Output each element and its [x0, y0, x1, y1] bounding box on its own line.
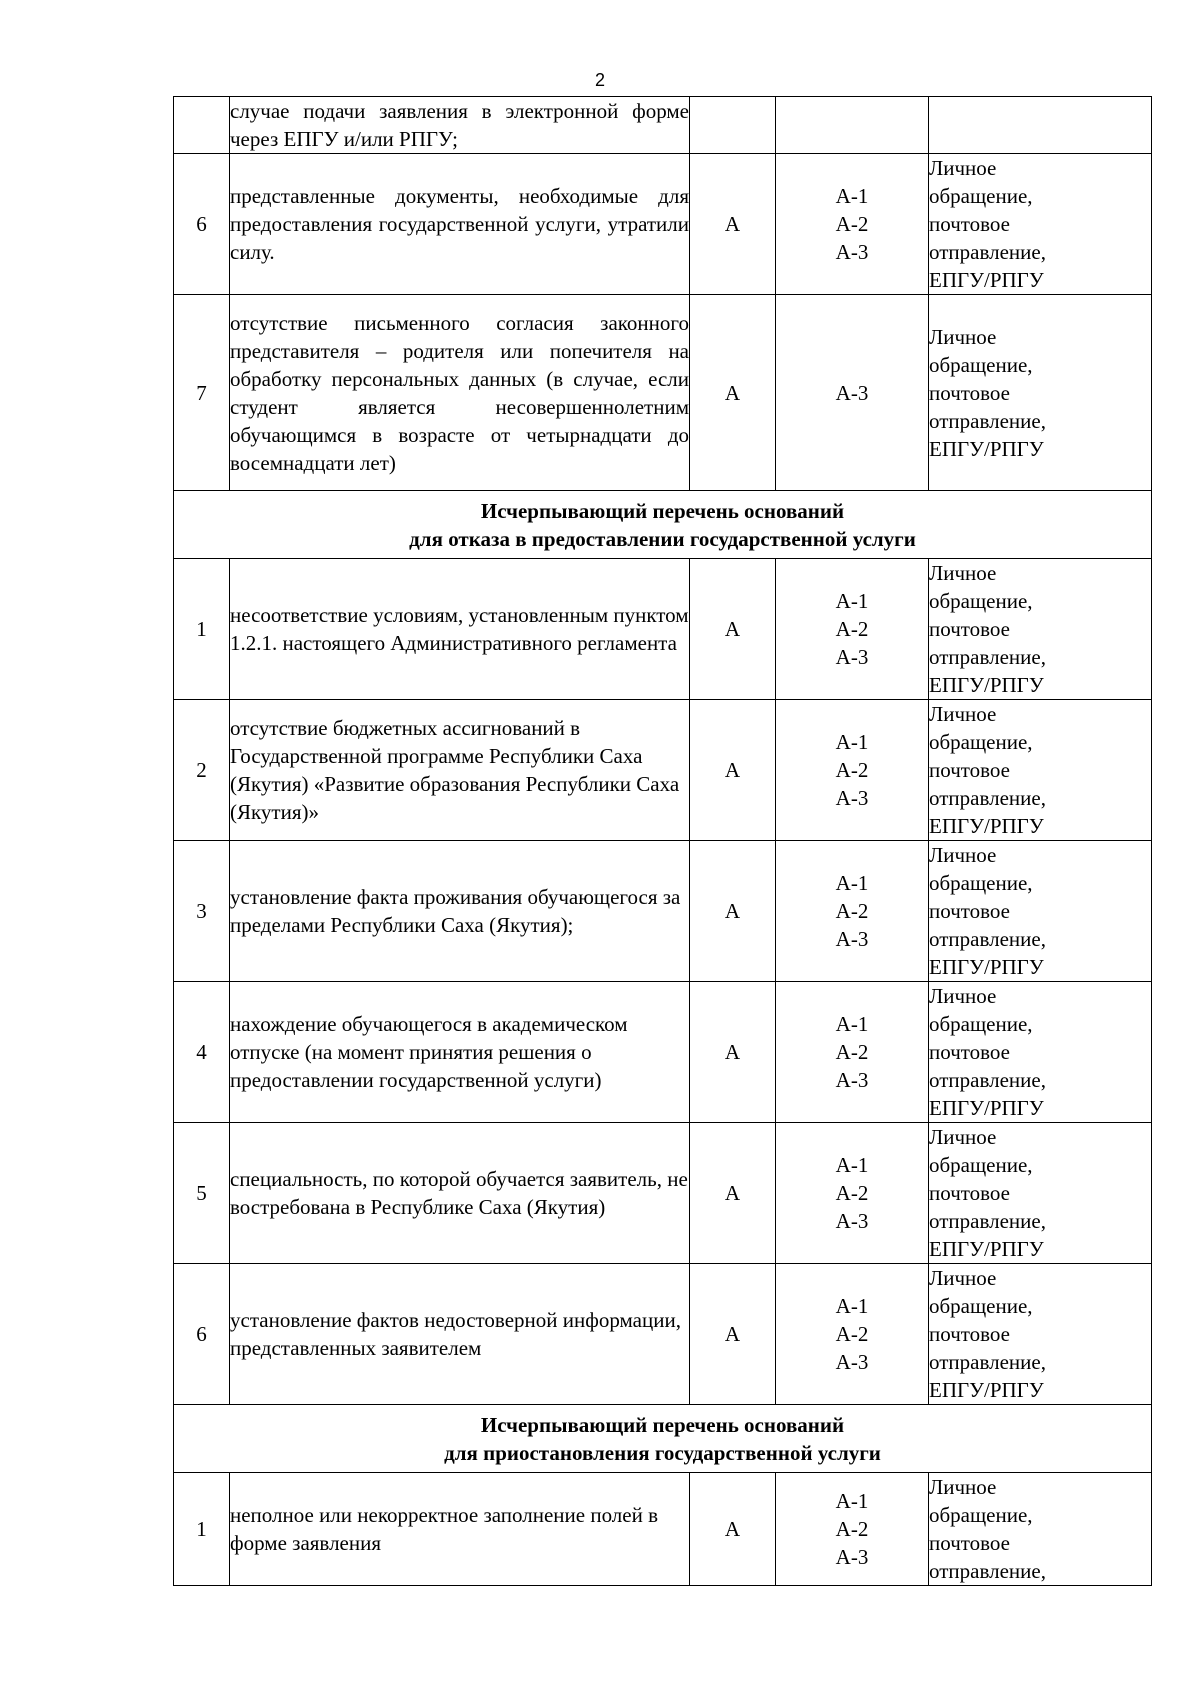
ground-codes [776, 154, 929, 295]
ground-text: отсутствие письменного согласия законного представителя – родителя или попечителя на обработку персональных данных (в случае, если студент является несовершеннолетним обучающимся в возрасте от четырнадцати до восемнадцати лет) [230, 295, 690, 491]
submission-channel [929, 559, 1152, 700]
submission-channel [929, 97, 1152, 154]
channel-line: Личное [929, 1475, 997, 1499]
code-item: А-1 [835, 184, 869, 208]
submission-channel [929, 700, 1152, 841]
channel-line: Личное [929, 156, 997, 180]
code-item: А-3 [835, 645, 869, 669]
channel-line: ЕПГУ/РПГУ [929, 1237, 1044, 1261]
ground-codes [776, 1123, 929, 1264]
ground-type: А [690, 982, 776, 1123]
channel-line: Личное [929, 984, 997, 1008]
ground-type: А [690, 559, 776, 700]
submission-channel [929, 1123, 1152, 1264]
ground-type: А [690, 841, 776, 982]
table-row [174, 1264, 1152, 1405]
channel-line: обращение, [929, 352, 1033, 377]
ground-codes [776, 559, 929, 700]
code-item: А-3 [835, 786, 869, 810]
channel-line: Личное [929, 843, 997, 867]
ground-codes [776, 982, 929, 1123]
code-item: А-2 [835, 1322, 869, 1346]
ground-codes [776, 841, 929, 982]
row-number: 6 [174, 154, 230, 295]
channel-line: отправление, [929, 1350, 1046, 1374]
ground-text: нахождение обучающегося в академическом отпуске (на момент принятия решения о предоставлении государственной услуги) [230, 982, 690, 1123]
section-heading-row [174, 491, 1152, 559]
channel-line: Личное [929, 324, 997, 349]
channel-line: ЕПГУ/РПГУ [929, 955, 1044, 979]
section-heading-line: для приостановления государственной услуги [444, 1440, 881, 1465]
code-item: А-3 [835, 1068, 869, 1092]
row-number: 1 [174, 1473, 230, 1586]
code-item: А-2 [835, 1040, 869, 1064]
ground-type: А [690, 1264, 776, 1405]
ground-text: установление фактов недостоверной информации, представленных заявителем [230, 1264, 690, 1405]
code-item: А-1 [835, 1489, 869, 1513]
row-number: 5 [174, 1123, 230, 1264]
ground-type: А [690, 154, 776, 295]
channel-line: отправление, [929, 927, 1046, 951]
channel-line: отправление, [929, 408, 1046, 433]
row-number: 3 [174, 841, 230, 982]
channel-line: Личное [929, 1266, 997, 1290]
code-item: А-3 [835, 240, 869, 264]
channel-line: обращение, [929, 1153, 1033, 1177]
code-item: А-3 [835, 927, 869, 951]
channel-line: почтовое [929, 899, 1011, 923]
channel-line: обращение, [929, 871, 1033, 895]
ground-type: А [690, 700, 776, 841]
code-item: А-3 [835, 1545, 869, 1569]
ground-text: случае подачи заявления в электронной форме через ЕПГУ и/или РПГУ; [230, 97, 690, 154]
channel-line: отправление, [929, 645, 1046, 669]
channel-line: почтовое [929, 1181, 1011, 1205]
channel-line: почтовое [929, 212, 1011, 236]
code-item: А-3 [835, 1209, 869, 1233]
channel-line: Личное [929, 702, 997, 726]
channel-line: ЕПГУ/РПГУ [929, 673, 1044, 697]
ground-codes [776, 295, 929, 491]
channel-line: отправление, [929, 1559, 1046, 1583]
channel-line: почтовое [929, 617, 1011, 641]
table-row [174, 1123, 1152, 1264]
channel-line: отправление, [929, 1068, 1046, 1092]
table-row [174, 982, 1152, 1123]
ground-codes [776, 1264, 929, 1405]
channel-line: Личное [929, 561, 997, 585]
channel-line: почтовое [929, 1322, 1011, 1346]
channel-line: отправление, [929, 786, 1046, 810]
channel-line: ЕПГУ/РПГУ [929, 436, 1044, 461]
ground-type: А [690, 1123, 776, 1264]
section-heading-suspension [174, 1405, 1152, 1473]
channel-line: обращение, [929, 1503, 1033, 1527]
code-item: А-1 [835, 589, 869, 613]
code-item: А-3 [835, 380, 869, 405]
channel-line: почтовое [929, 380, 1011, 405]
submission-channel [929, 1264, 1152, 1405]
channel-line: ЕПГУ/РПГУ [929, 1096, 1044, 1120]
ground-text: неполное или некорректное заполнение полей в форме заявления [230, 1473, 690, 1586]
ground-text: несоответствие условиям, установленным пунктом 1.2.1. настоящего Административного регламента [230, 559, 690, 700]
code-item: А-2 [835, 1517, 869, 1541]
table-row [174, 97, 1152, 154]
submission-channel [929, 982, 1152, 1123]
channel-line: почтовое [929, 1531, 1011, 1555]
code-item: А-1 [835, 730, 869, 754]
submission-channel [929, 1473, 1152, 1586]
channel-line: обращение, [929, 589, 1033, 613]
table-row [174, 559, 1152, 700]
code-item: А-2 [835, 617, 869, 641]
ground-text: установление факта проживания обучающегося за пределами Республики Саха (Якутия); [230, 841, 690, 982]
channel-line: обращение, [929, 730, 1033, 754]
ground-codes [776, 700, 929, 841]
grounds-table [173, 96, 1152, 1586]
section-heading-row [174, 1405, 1152, 1473]
ground-text: специальность, по которой обучается заявитель, не востребована в Республике Саха (Якутия) [230, 1123, 690, 1264]
code-item: А-2 [835, 1181, 869, 1205]
channel-line: ЕПГУ/РПГУ [929, 814, 1044, 838]
channel-line: обращение, [929, 184, 1033, 208]
table-row [174, 841, 1152, 982]
table-row [174, 700, 1152, 841]
row-number: 6 [174, 1264, 230, 1405]
channel-line: отправление, [929, 1209, 1046, 1233]
code-item: А-1 [835, 1012, 869, 1036]
submission-channel [929, 295, 1152, 491]
row-number [174, 97, 230, 154]
code-item: А-1 [835, 1153, 869, 1177]
table-row [174, 1473, 1152, 1586]
row-number: 4 [174, 982, 230, 1123]
ground-type: А [690, 295, 776, 491]
channel-line: почтовое [929, 758, 1011, 782]
section-heading-line: Исчерпывающий перечень оснований [480, 1412, 845, 1437]
row-number: 1 [174, 559, 230, 700]
page-number: 2 [594, 70, 605, 90]
code-item: А-1 [835, 871, 869, 895]
ground-text: отсутствие бюджетных ассигнований в Государственной программе Республики Саха (Якутия) «Развитие образования Республики Саха (Якутия)» [230, 700, 690, 841]
ground-codes [776, 1473, 929, 1586]
channel-line: Личное [929, 1125, 997, 1149]
ground-type: А [690, 1473, 776, 1586]
code-item: А-2 [835, 899, 869, 923]
ground-codes [776, 97, 929, 154]
submission-channel [929, 841, 1152, 982]
ground-type [690, 97, 776, 154]
table-row [174, 154, 1152, 295]
row-number: 7 [174, 295, 230, 491]
channel-line: обращение, [929, 1012, 1033, 1036]
channel-line: отправление, [929, 240, 1046, 264]
submission-channel [929, 154, 1152, 295]
ground-text: представленные документы, необходимые для предоставления государственной услуги, утратили силу. [230, 154, 690, 295]
channel-line: ЕПГУ/РПГУ [929, 268, 1044, 292]
section-heading-line: Исчерпывающий перечень оснований [480, 498, 845, 523]
table-row [174, 295, 1152, 491]
channel-line: обращение, [929, 1294, 1033, 1318]
code-item: А-2 [835, 758, 869, 782]
section-heading-refusal [174, 491, 1152, 559]
channel-line: почтовое [929, 1040, 1011, 1064]
code-item: А-3 [835, 1350, 869, 1374]
section-heading-line: для отказа в предоставлении государственной услуги [409, 526, 916, 551]
code-item: А-2 [835, 212, 869, 236]
code-item: А-1 [835, 1294, 869, 1318]
channel-line: ЕПГУ/РПГУ [929, 1378, 1044, 1402]
row-number: 2 [174, 700, 230, 841]
